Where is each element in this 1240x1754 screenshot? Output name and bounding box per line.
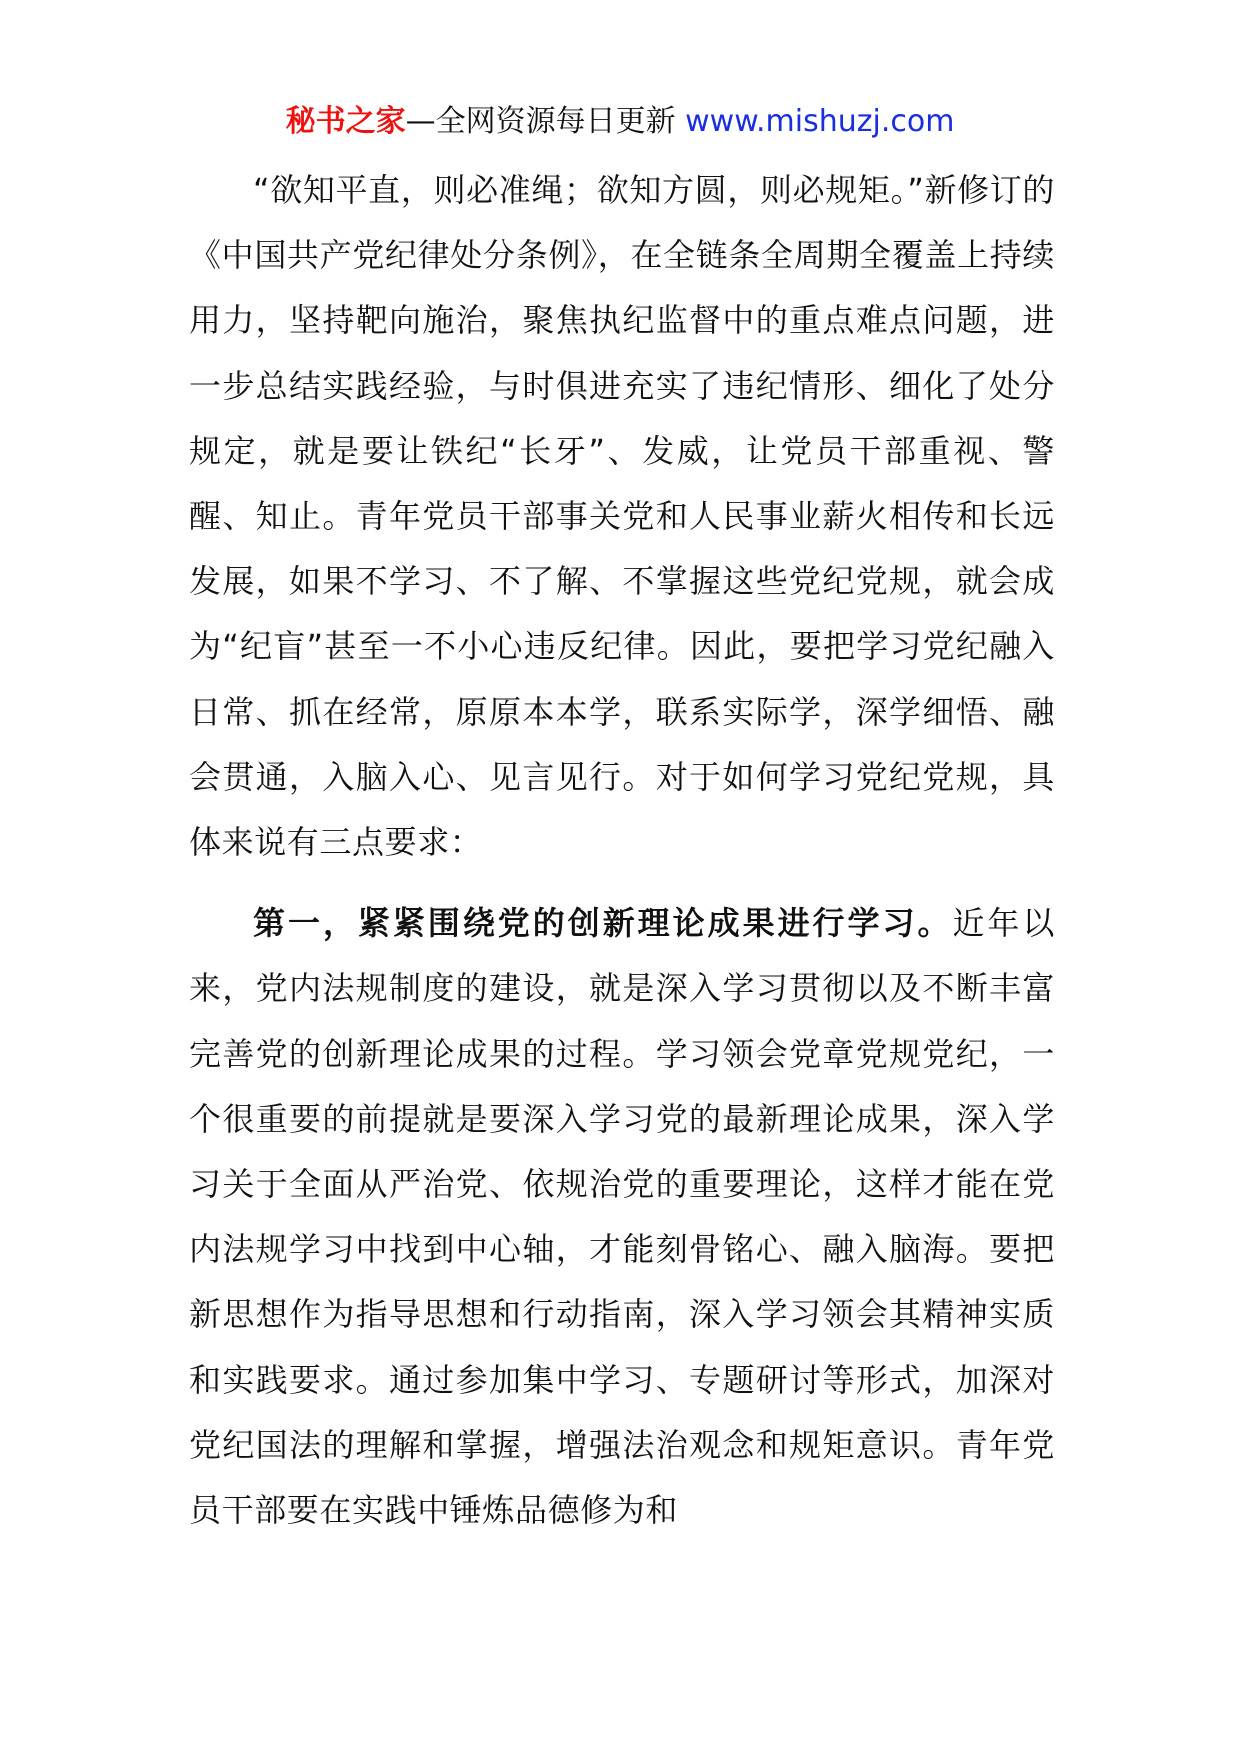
header-tagline: —全网资源每日更新 (405, 104, 676, 139)
paragraph-lead-heading: 第一，紧紧围绕党的创新理论成果进行学习。 (253, 904, 953, 943)
paragraph-first-point (189, 891, 1055, 1543)
paragraph-text: “欲知平直，则必准绳；欲知方圆，则必规矩。”新修订的《中国共产党纪律处分条例》，在全链条全周期全覆盖上持续用力，坚持靶向施治，聚焦执纪监督中的重点难点问题，进一步总结实践经验，与时俱进充实了违纪情形、细化了处分规定，就是要让铁纪“长牙”、发威，让党员干部重视、警醒、知止。青年党员干部事关党和人民事业薪火相传和长远发展，如果不学习、不了解、不掌握这些党纪党规，就会成为“纪盲”甚至一不小心违反纪律。因此，要把学习党纪融入日常、抓在经常，原原本本学，联系实际学，深学细悟、融会贯通，入脑入心、见言见行。对于如何学习党纪党规，具体来说有三点要求： (189, 171, 1055, 862)
brand-name: 秘书之家 (285, 104, 406, 139)
paragraph-intro (189, 158, 1055, 875)
document-body (189, 158, 1055, 1543)
page-header (0, 100, 1240, 144)
paragraph-text: 近年以来，党内法规制度的建设，就是深入学习贯彻以及不断丰富完善党的创新理论成果的过程。学习领会党章党规党纪，一个很重要的前提就是要深入学习党的最新理论成果，深入学习关于全面从严治党、依规治党的重要理论，这样才能在党内法规学习中找到中心轴，才能刻骨铭心、融入脑海。要把新思想作为指导思想和行动指南，深入学习领会其精神实质和实践要求。通过参加集中学习、专题研讨等形式，加深对党纪国法的理解和掌握，增强法治观念和规矩意识。青年党员干部要在实践中锤炼品德修为和 (189, 904, 1055, 1530)
website-link[interactable]: www.mishuzj.com (685, 104, 955, 139)
